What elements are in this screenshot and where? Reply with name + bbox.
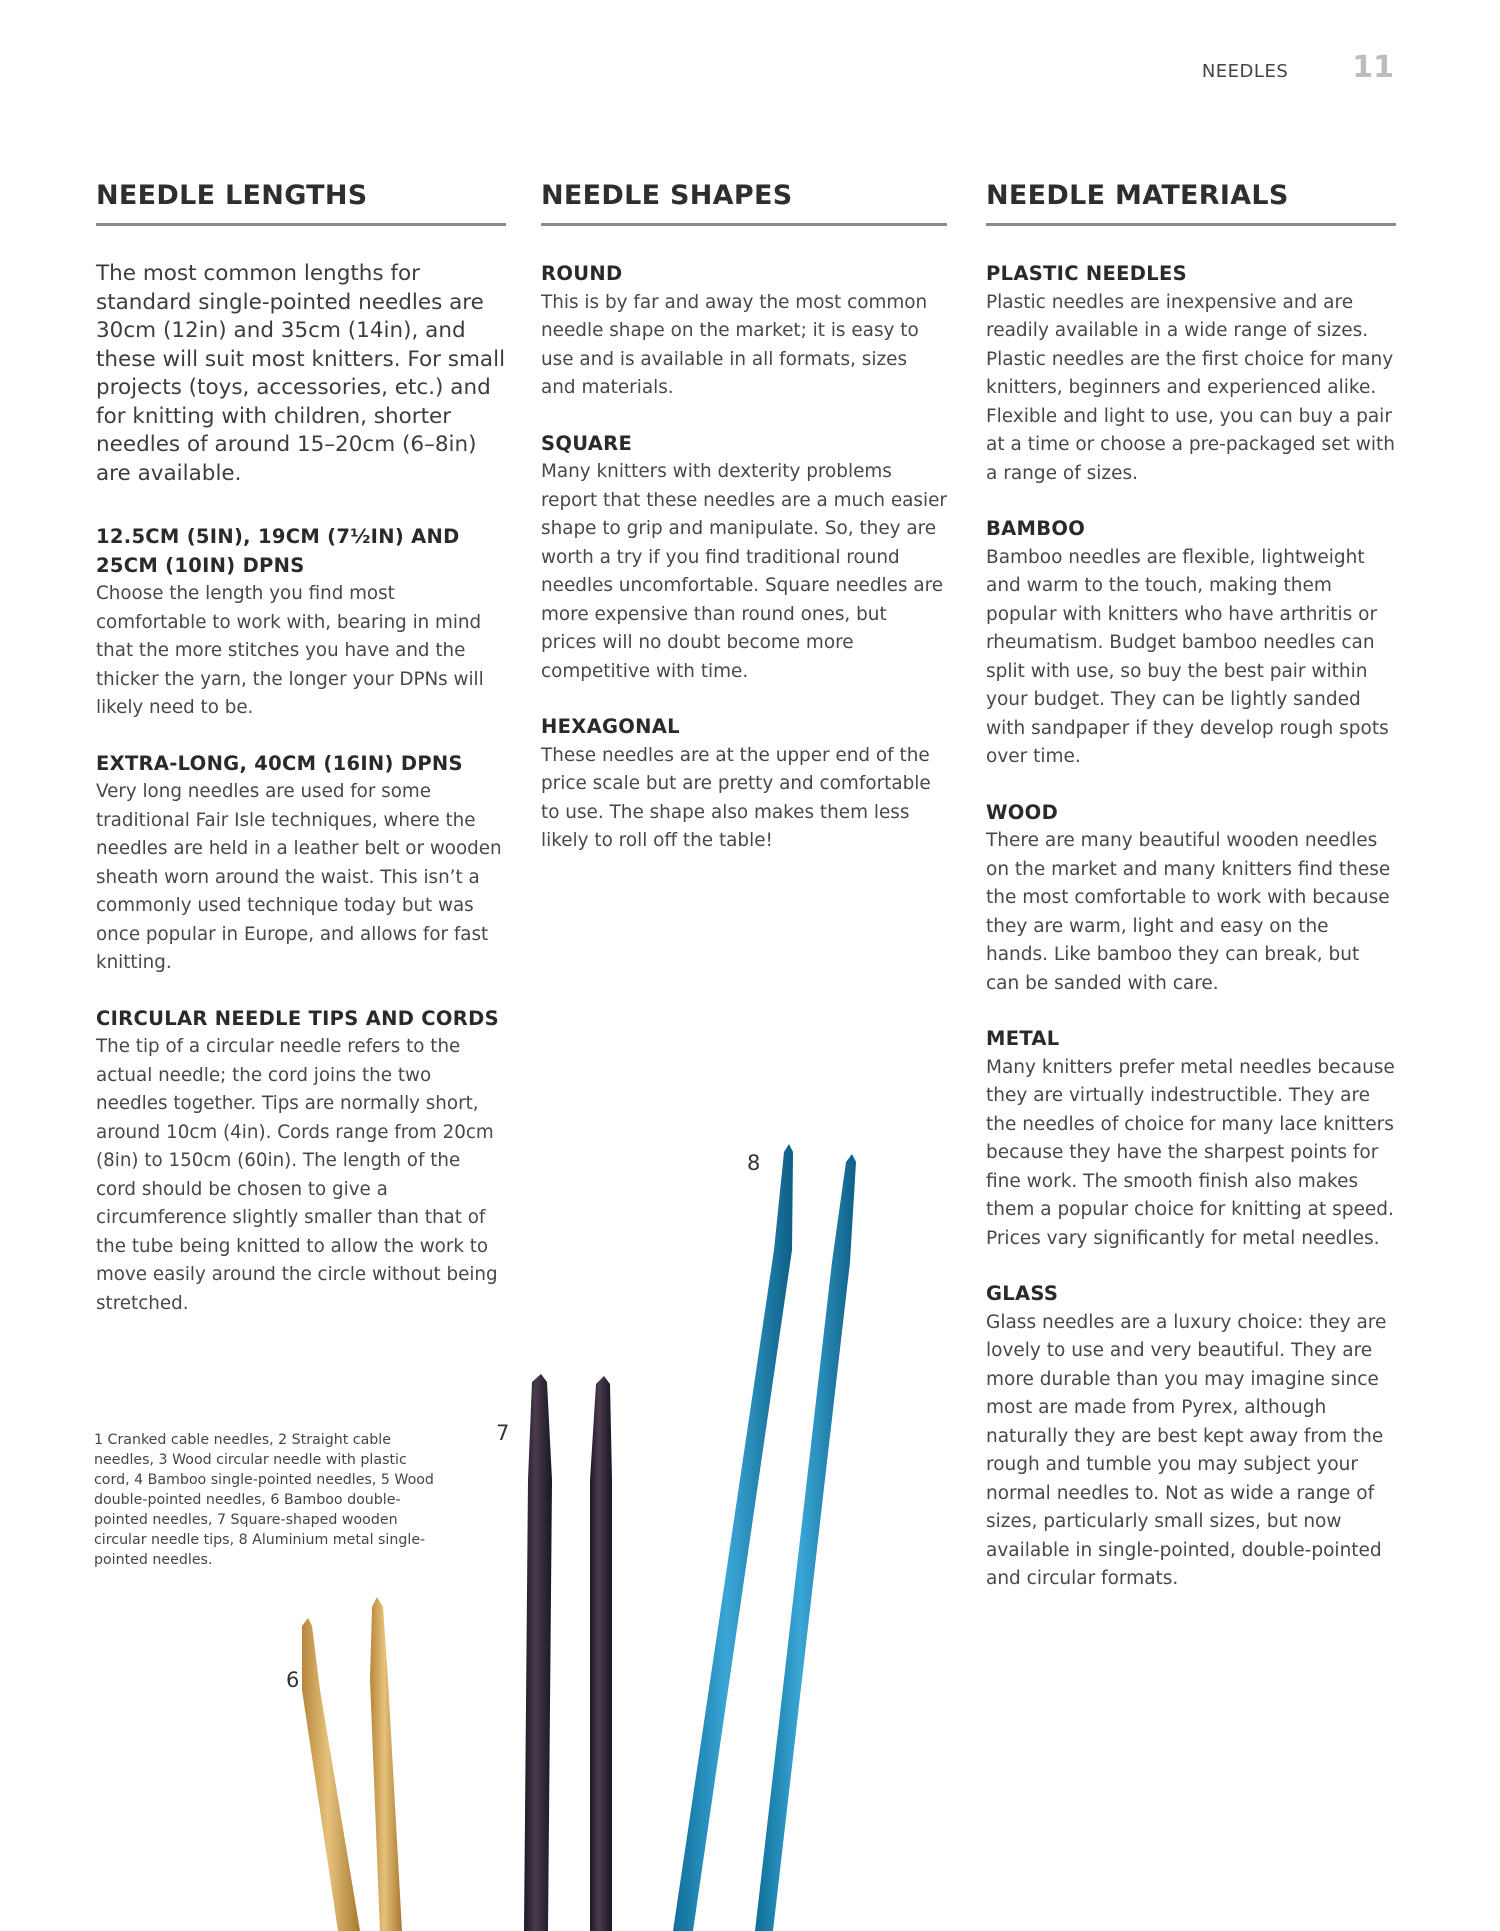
figure-label-8: 8 [747,1151,761,1175]
running-head: NEEDLES [1201,61,1289,82]
figure-label-6: 6 [286,1668,300,1692]
figure-caption: 1 Cranked cable needles, 2 Straight cable needles, 3 Wood circular needle with plastic cord, 4 Bamboo single-pointed needles, 5 Wood double-pointed needles, 6 Bamboo double-pointed needles, 7 Square-shaped wooden circular needle tips, 8 Aluminium metal single-pointed needles. [94,1432,434,1568]
wood-needle-left [524,1374,552,1931]
section-body: Many knitters with dexterity problems report that these needles are a much easier shape to grip and manipulate. So, they are worth a try if you find traditional round needles uncomfortable. Square needles are more expensive than round ones, but prices will no doubt become more competitive with time. [541,461,947,682]
section-body: There are many beautiful wooden needles on the market and many knitters find these the most comfortable to work with because they are warm, light and easy on the hands. Like bamboo they can break, but can be sanded with care. [986,830,1391,994]
bamboo-dpn-needles [302,1597,402,1931]
section-title: BAMBOO [986,517,1086,540]
page-number: 11 [1352,50,1394,85]
aluminium-needle-right [755,1154,856,1931]
needle-shapes-heading: NEEDLE SHAPES [541,180,947,226]
section-body: Glass needles are a luxury choice: they are lovely to use and very beautiful. They are more durable than you may imagine since most are made from Pyrex, although naturally they are best kept away from the rough and tumble you may subject your normal needles to. Not as wide a range of sizes, particularly small sizes, but now available in single-pointed, double-pointed and circular formats. [986,1311,1387,1589]
section-body: Plastic needles are inexpensive and are readily available in a wide range of sizes. Plastic needles are the first choice for many knitters, beginners and experienced alike. Flexible and light to use, you can buy a pair at a time or choose a pre-packaged set with a range of sizes. [986,291,1395,484]
section-title: GLASS [986,1282,1059,1305]
section-body: This is by far and away the most common needle shape on the market; it is easy to use and is available in all formats, sizes and materials. [541,291,928,398]
section-body: Bamboo needles are flexible, lightweight and warm to the touch, making them popular with knitters who have arthritis or rheumatism. Budget bamboo needles can split with use, so buy the best pair within your budget. They can be lightly sanded with sandpaper if they develop rough spots over time. [986,546,1389,767]
needle-lengths-intro: The most common lengths for standard single-pointed needles are 30cm (12in) and 35cm (14in), and these will suit most knitters. For small projects (toys, accessories, etc.) and for knitting with children, shorter needles of around 15–20cm (6–8in) are available. [96,261,506,486]
section-title: CIRCULAR NEEDLE TIPS AND CORDS [96,1006,499,1030]
needle-lengths-heading: NEEDLE LENGTHS [96,180,506,226]
wooden-square-needle-tips [524,1374,612,1931]
section-title: PLASTIC NEEDLES [986,262,1187,285]
aluminium-needles [673,1144,856,1931]
section-body: These needles are at the upper end of the price scale but are pretty and comfortable to use. The shape also makes them less likely to roll off the table! [541,744,931,851]
figure-label-7: 7 [496,1421,510,1445]
needle-materials-heading: NEEDLE MATERIALS [986,180,1396,226]
section-title: EXTRA-LONG, 40CM (16IN) DPNS [96,751,463,775]
section-body: The tip of a circular needle refers to the actual needle; the cord joins the two needles together. Tips are normally short, around 10cm (4in). Cords range from 20cm (8in) to 150cm (60in). The length of the cord should be chosen to give a circumference slightly smaller than that of the tube being knitted to allow the work to move easily around the circle without being stretched. [96,1036,498,1314]
section-title: ROUND [541,262,623,285]
section-title: HEXAGONAL [541,715,680,738]
section-title: WOOD [986,800,1059,824]
section-body: Many knitters prefer metal needles because they are virtually indestructible. They are the needles of choice for many lace knitters because they have the sharpest points for fine work. The smooth finish also makes them a popular choice for knitting at speed. Prices vary significantly for metal needles. [986,1056,1395,1249]
section-body: Choose the length you find most comfortable to work with, bearing in mind that the more stitches you have and the thicker the yarn, the longer your DPNs will likely need to be. [96,583,484,718]
section-title: METAL [986,1027,1060,1050]
bamboo-needle-left [302,1618,360,1931]
section-title: 12.5CM (5IN), 19CM (7½IN) AND 25CM (10IN) DPNS [96,525,460,577]
section-body: Very long needles are used for some traditional Fair Isle techniques, where the needles are held in a leather belt or wooden sheath worn around the waist. This isn’t a commonly used technique today but was once popular in Europe, and allows for fast knitting. [96,781,502,973]
wood-needle-right [590,1376,612,1931]
section-title: SQUARE [541,431,633,455]
bamboo-needle-right [370,1597,402,1931]
